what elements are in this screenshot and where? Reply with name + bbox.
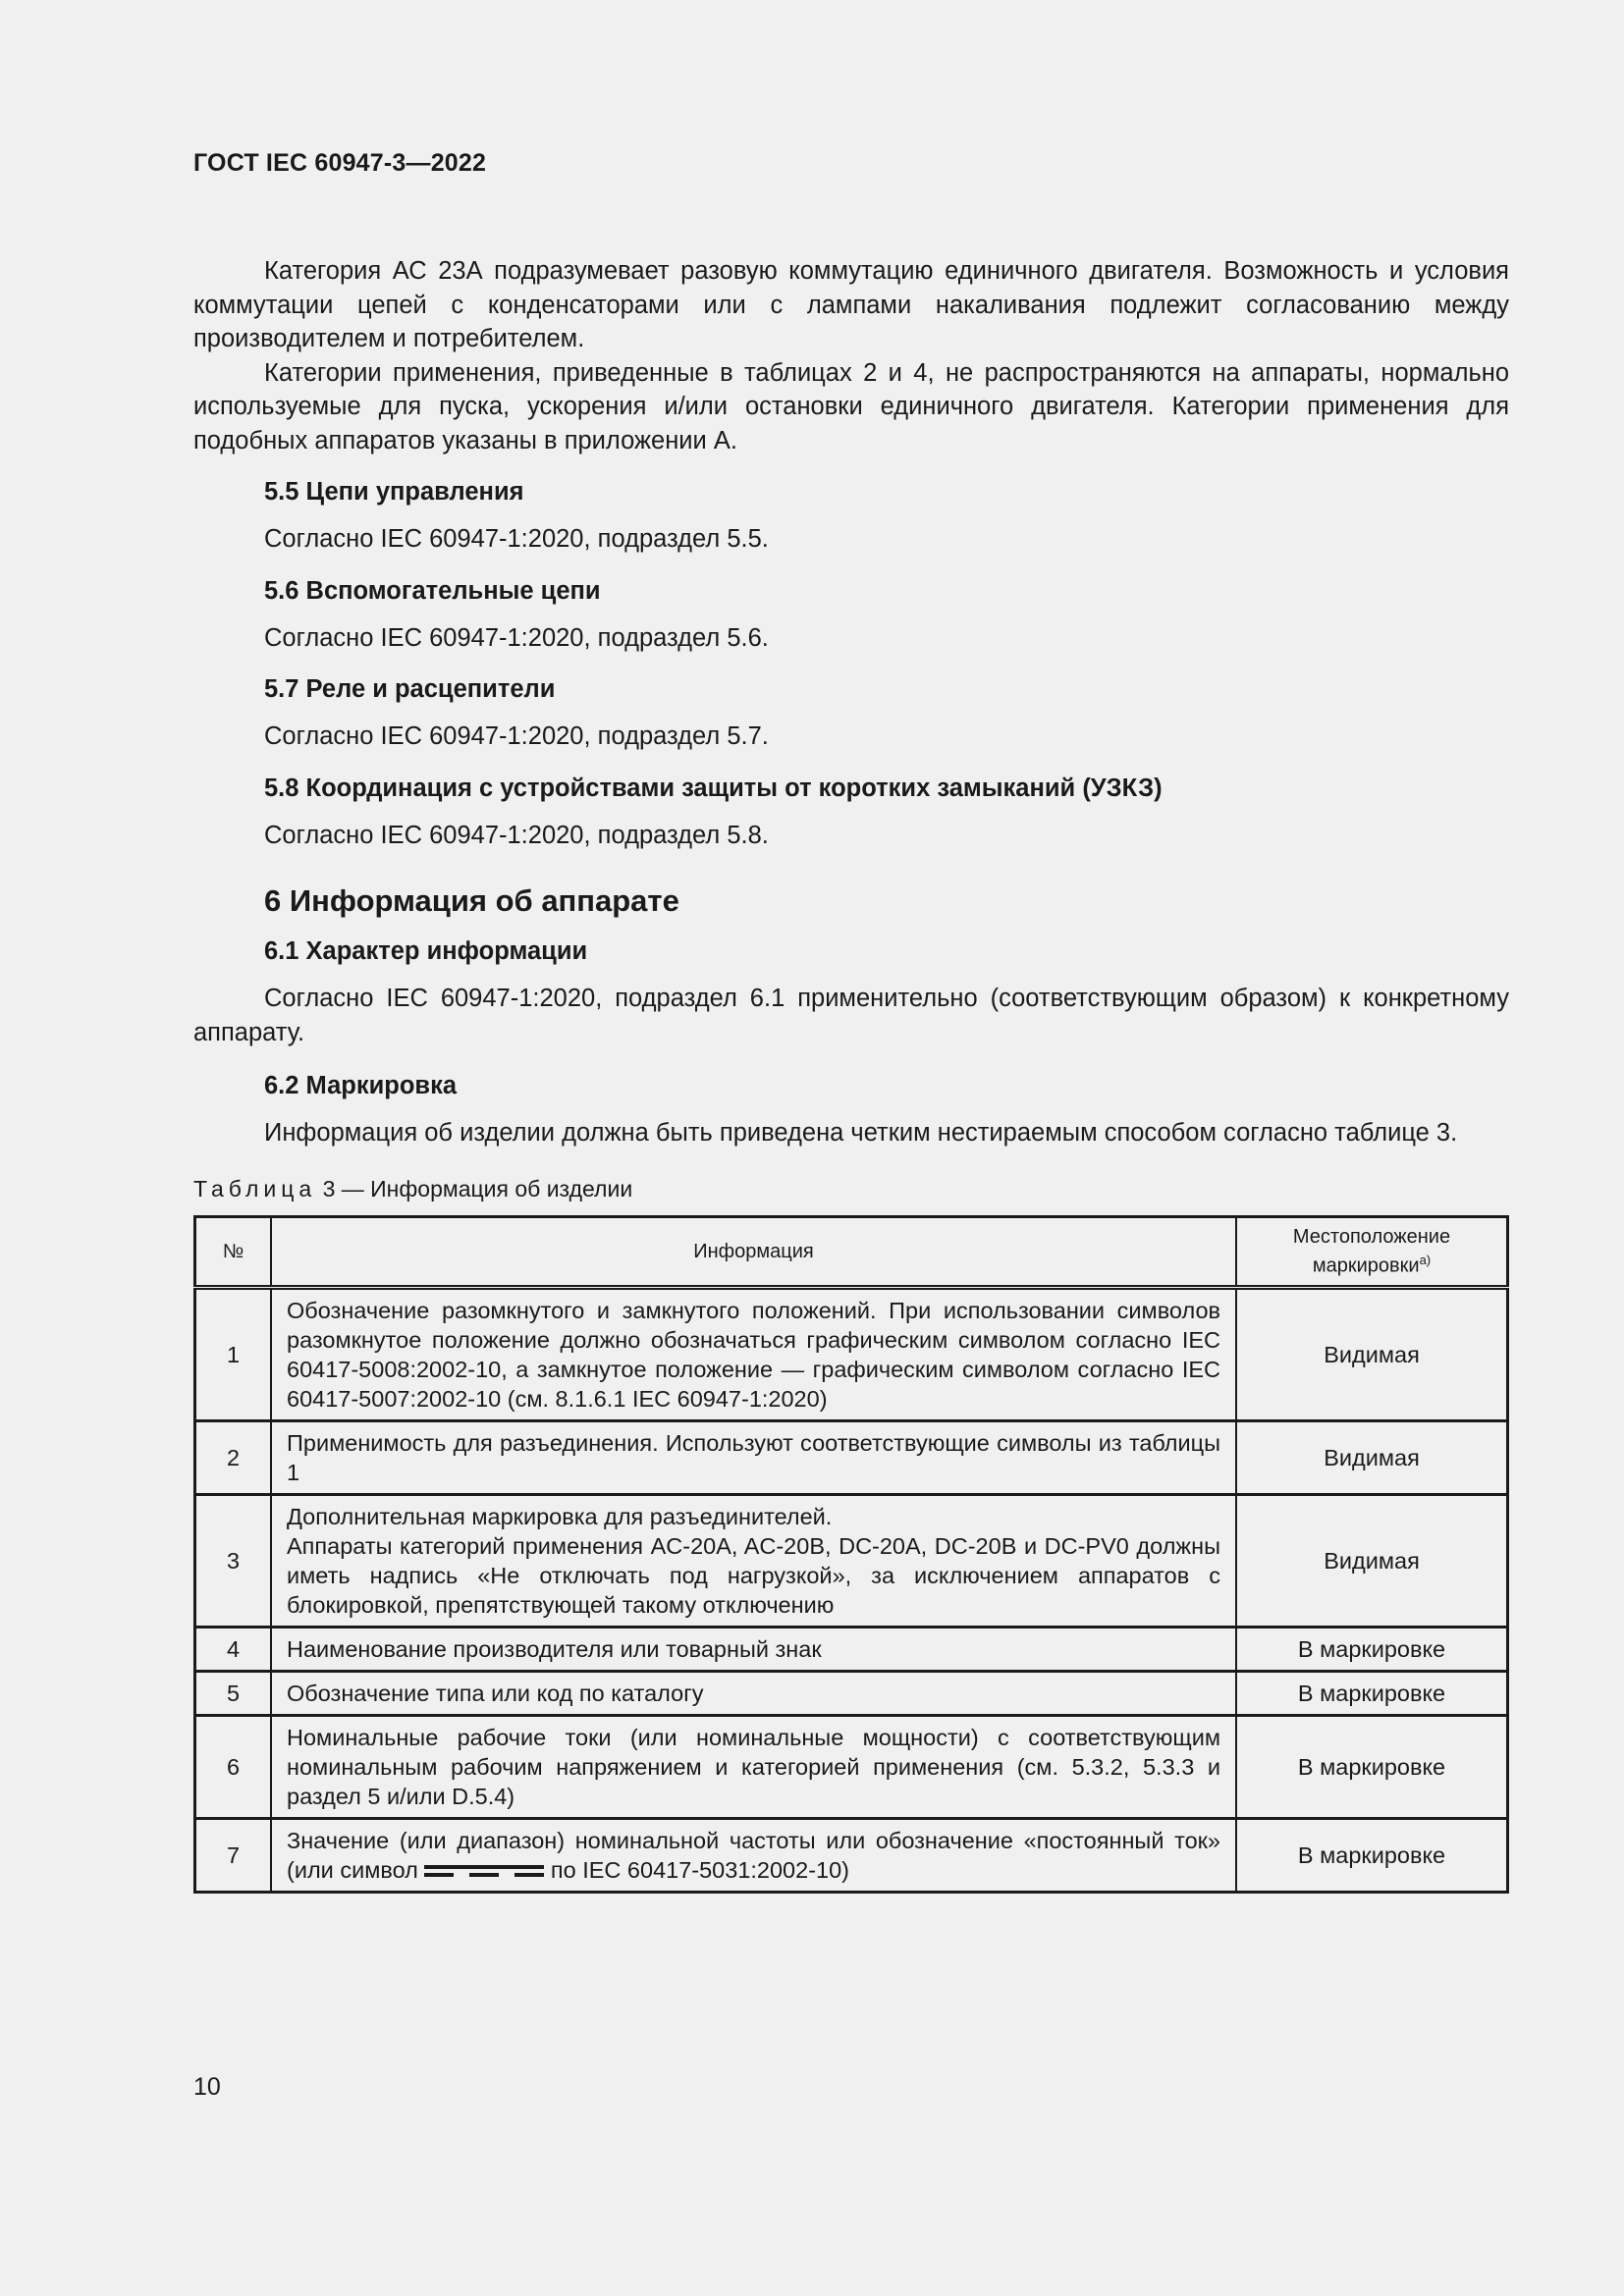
row-info-line: Дополнительная маркировка для разъединителей. xyxy=(287,1503,833,1529)
column-header-number: № xyxy=(195,1216,272,1287)
column-header-location-label: Местоположение маркировки xyxy=(1292,1225,1451,1277)
row-location: В маркировке xyxy=(1236,1671,1508,1715)
row-location: Видимая xyxy=(1236,1287,1508,1420)
product-info-table xyxy=(193,1215,1509,1894)
row-location: Видимая xyxy=(1236,1494,1508,1627)
column-header-info: Информация xyxy=(271,1216,1236,1287)
table-caption-title: 3 — Информация об изделии xyxy=(316,1175,633,1201)
table-caption-label: Таблица xyxy=(193,1175,317,1201)
row-location: Видимая xyxy=(1236,1420,1508,1494)
table-row xyxy=(195,1818,1508,1892)
footnote-marker: а) xyxy=(1419,1252,1432,1267)
row-info: Обозначение разомкнутого и замкнутого положений. При использовании символов разомкнутое положение должно обозначаться графическим символом согласно IEC 60417-5008:2002-10, а замкнутое положение — графическим символом согласно IEC 60417-5007:2002-10 (см. 8.1.6.1 IEC 60947-1:2020) xyxy=(271,1287,1236,1420)
section-5-8-heading: 5.8 Координация с устройствами защиты от коротких замыканий (УЗКЗ) xyxy=(264,774,1163,802)
row-info-text-start: Значение (или диапазон) номинальной частоты или обозначение «постоянный ток» (или символ xyxy=(287,1827,1220,1883)
dc-current-symbol-icon xyxy=(424,1864,544,1878)
section-6-heading: 6 Информация об аппарате xyxy=(264,883,679,918)
section-5-5-text: Согласно IEC 60947-1:2020, подраздел 5.5. xyxy=(264,525,769,553)
table-row xyxy=(195,1715,1508,1818)
row-location: В маркировке xyxy=(1236,1818,1508,1892)
section-6-2-text: Информация об изделии должна быть приведена четким нестираемым способом согласно таблице 3. xyxy=(264,1119,1458,1147)
page-content xyxy=(193,254,1509,1894)
table-header-row xyxy=(195,1216,1508,1287)
section-5-6-text: Согласно IEC 60947-1:2020, подраздел 5.6. xyxy=(264,623,769,652)
section-5-7-heading: 5.7 Реле и расцепители xyxy=(264,675,556,703)
row-number: 5 xyxy=(195,1671,272,1715)
row-info xyxy=(271,1494,1236,1627)
document-header: ГОСТ IEC 60947-3—2022 xyxy=(193,149,487,177)
section-6-2-heading: 6.2 Маркировка xyxy=(264,1072,458,1099)
section-5-6-heading: 5.6 Вспомогательные цепи xyxy=(264,576,601,605)
page-number: 10 xyxy=(193,2073,221,2101)
row-number: 6 xyxy=(195,1715,272,1818)
row-location: В маркировке xyxy=(1236,1627,1508,1671)
intro-paragraph-2: Категории применения, приведенные в таблицах 2 и 4, не распространяются на аппараты, нормально используемые для пуска, ускорения и/или остановки единичного двигателя. Категории применения для подобных аппаратов указаны в приложении А. xyxy=(193,358,1509,454)
section-5-8-text: Согласно IEC 60947-1:2020, подраздел 5.8. xyxy=(264,821,769,849)
row-number: 2 xyxy=(195,1420,272,1494)
table-row xyxy=(195,1627,1508,1671)
row-number: 3 xyxy=(195,1494,272,1627)
section-6-1-heading: 6.1 Характер информации xyxy=(264,937,588,965)
table-row xyxy=(195,1671,1508,1715)
table-row xyxy=(195,1420,1508,1494)
row-info xyxy=(271,1818,1236,1892)
section-5-5-heading: 5.5 Цепи управления xyxy=(264,478,524,506)
row-number: 4 xyxy=(195,1627,272,1671)
row-number: 7 xyxy=(195,1818,272,1892)
table-row xyxy=(195,1287,1508,1420)
row-info: Обозначение типа или код по каталогу xyxy=(271,1671,1236,1715)
row-info: Наименование производителя или товарный знак xyxy=(271,1627,1236,1671)
section-5-7-text: Согласно IEC 60947-1:2020, подраздел 5.7. xyxy=(264,722,769,750)
section-6-1-text: Согласно IEC 60947-1:2020, подраздел 6.1 применительно (соответствующим образом) к конкретному аппарату. xyxy=(193,985,1509,1046)
table-caption xyxy=(193,1174,1509,1203)
row-info: Применимость для разъединения. Используют соответствующие символы из таблицы 1 xyxy=(271,1420,1236,1494)
table-row xyxy=(195,1494,1508,1627)
row-location: В маркировке xyxy=(1236,1715,1508,1818)
row-info-text-end: по IEC 60417-5031:2002-10) xyxy=(544,1856,849,1883)
intro-paragraph-1: Категория АС 23А подразумевает разовую коммутацию единичного двигателя. Возможность и условия коммутации цепей с конденсаторами или с лампами накаливания подлежит согласованию между производителем и потребителем. xyxy=(193,257,1509,352)
column-header-location xyxy=(1236,1216,1508,1287)
row-info-line: Аппараты категорий применения AC-20A, AC-20B, DC-20A, DC-20B и DC-PV0 должны иметь надпись «Не отключать под нагрузкой», за исключением аппаратов с блокировкой, препятствующей такому отключению xyxy=(287,1532,1220,1618)
row-info: Номинальные рабочие токи (или номинальные мощности) с соответствующим номинальным рабочим напряжением и категорией применения (см. 5.3.2, 5.3.3 и раздел 5 и/или D.5.4) xyxy=(271,1715,1236,1818)
row-number: 1 xyxy=(195,1287,272,1420)
